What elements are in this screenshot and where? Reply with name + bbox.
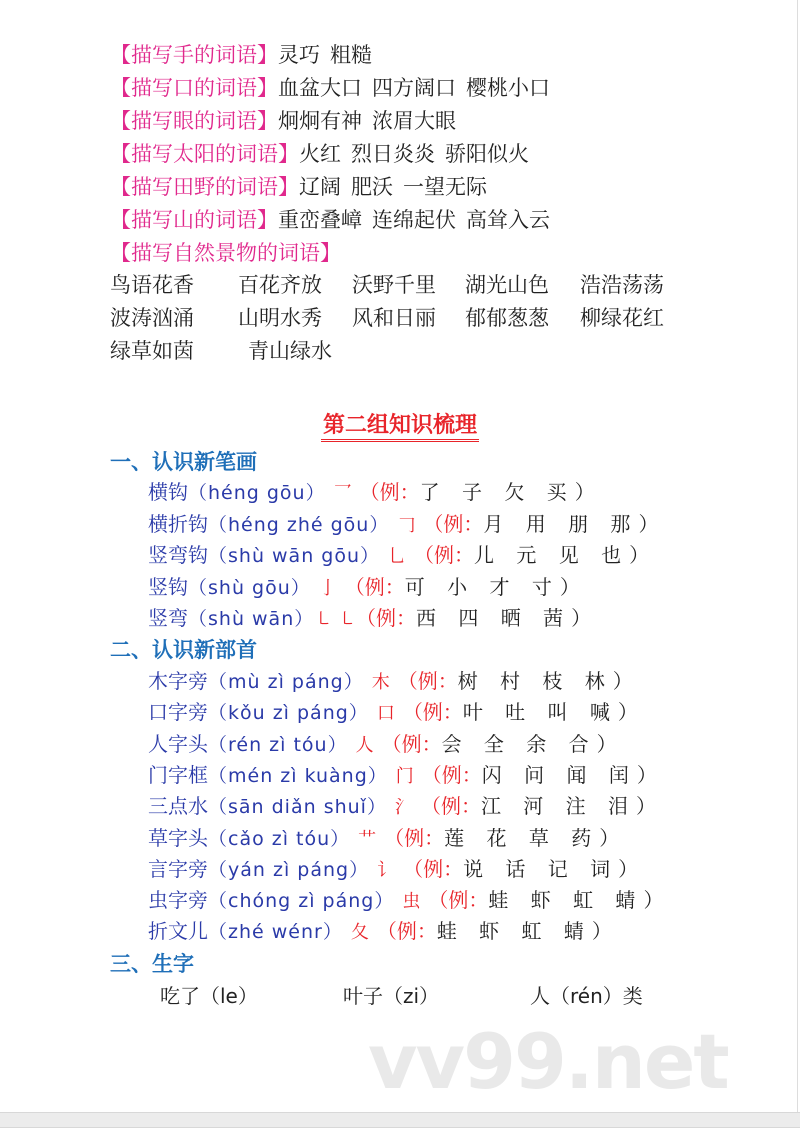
- item-pinyin: （yán zì páng）: [208, 858, 370, 881]
- radicals-item: [148, 668, 633, 696]
- vocab-word: 重峦叠嶂: [278, 208, 362, 232]
- vocab-word: 樱桃小口: [466, 76, 550, 100]
- example-label: （例：: [344, 574, 405, 599]
- nature-word: 百花齐放: [238, 273, 322, 297]
- nature-word: 波涛汹涌: [110, 306, 194, 330]
- stroke-glyph: 𠃌: [397, 514, 416, 536]
- vocab-label: 【描写太阳的词语】: [110, 142, 299, 166]
- section-title: [0, 408, 800, 439]
- example-chars: 说 话 记 词: [463, 856, 619, 881]
- example-label: （例：: [355, 606, 416, 630]
- vocab-word: 骄阳似火: [445, 142, 529, 166]
- vocab-label: 【描写自然景物的词语】: [110, 241, 341, 265]
- item-name: 竖弯钩: [148, 543, 208, 567]
- example-label: （例：: [421, 762, 482, 787]
- vocab-word: 烈日炎炎: [351, 142, 435, 166]
- close-paren: ）: [574, 480, 595, 504]
- item-pinyin: （shù gōu）: [188, 576, 311, 599]
- item-name: 竖钩: [148, 574, 188, 599]
- example-chars: 江 河 注 泪: [480, 794, 637, 819]
- new-char-item: 吃了（le）: [160, 984, 258, 1008]
- heading-radicals: 二、认识新部首: [110, 638, 257, 662]
- close-paren: ）: [599, 825, 620, 850]
- stroke-glyph: 乚: [388, 546, 407, 567]
- example-chars: 闪 问 闻 闰: [481, 762, 637, 787]
- item-name: 口字旁: [148, 700, 208, 725]
- radicals-item: [148, 731, 617, 759]
- stroke-glyph: 亅: [318, 577, 337, 599]
- vocab-row: [110, 108, 466, 134]
- nature-word: 柳绿花红: [580, 306, 664, 330]
- vocab-word: 灵巧: [278, 43, 320, 67]
- example-chars: 树 村 枝 林: [457, 669, 613, 693]
- item-pinyin: （shù wān gōu）: [208, 545, 381, 567]
- nature-word: 山明水秀: [238, 306, 322, 330]
- radicals-item: [148, 699, 638, 727]
- vocab-label: 【描写眼的词语】: [110, 109, 278, 133]
- item-pinyin: （chóng zì páng）: [208, 890, 395, 913]
- radicals-item: [148, 762, 657, 790]
- vocab-row: [110, 174, 497, 200]
- vocab-row: [110, 75, 560, 101]
- item-pinyin: （mén zì kuàng）: [208, 764, 388, 787]
- example-chars: 蛙 虾 虹 蜻: [488, 888, 644, 913]
- stroke-glyph: 门: [395, 765, 414, 787]
- vocab-row: [110, 42, 382, 68]
- example-label: （例：: [420, 794, 481, 819]
- example-chars: 了 子 欠 买: [419, 480, 575, 504]
- strokes-item: [148, 574, 580, 602]
- watermark: vv99.net: [368, 1017, 728, 1106]
- nature-word: 青山绿水: [248, 339, 332, 363]
- example-label: （例：: [376, 919, 437, 944]
- close-paren: ）: [571, 606, 592, 630]
- item-name: 虫字旁: [148, 888, 208, 913]
- stroke-glyph: 人: [355, 734, 374, 756]
- strokes-item: [148, 479, 595, 507]
- strokes-item: [148, 511, 658, 539]
- nature-word: 浩浩荡荡: [580, 273, 664, 297]
- item-pinyin: （héng zhé gōu）: [208, 513, 390, 536]
- item-pinyin: （héng gōu）: [188, 482, 326, 504]
- vocab-word: 火红: [299, 142, 341, 166]
- new-char-item: 叶子（zi）: [343, 984, 440, 1008]
- section-title-text: 第二组知识梳理: [321, 412, 479, 442]
- item-name: 草字头: [148, 825, 208, 850]
- example-chars: 西 四 晒 茜: [415, 606, 572, 630]
- example-label: （例：: [402, 700, 463, 725]
- close-paren: ）: [629, 543, 650, 567]
- item-pinyin: （mù zì páng）: [208, 671, 364, 693]
- example-label: （例：: [381, 731, 442, 756]
- radicals-item: [148, 918, 612, 946]
- new-char-item: 人（rén）类: [530, 984, 643, 1008]
- item-name: 横折钩: [148, 511, 208, 536]
- close-paren: ）: [638, 511, 659, 536]
- stroke-glyph: 艹: [358, 828, 377, 850]
- example-chars: 可 小 才 寸: [404, 574, 560, 599]
- stroke-glyph: 木: [371, 672, 390, 693]
- nature-word: 湖光山色: [465, 273, 549, 297]
- stroke-glyph: 夂: [350, 922, 369, 944]
- item-pinyin: （sān diǎn shuǐ）: [208, 796, 387, 819]
- item-name: 折文儿: [148, 919, 208, 944]
- example-label: （例：: [384, 825, 445, 850]
- close-paren: ）: [643, 888, 664, 913]
- close-paren: ）: [636, 762, 657, 787]
- item-pinyin: （rén zì tóu）: [208, 733, 348, 756]
- nature-word: 郁郁葱葱: [465, 306, 549, 330]
- vocab-row: [110, 240, 341, 266]
- vocab-label: 【描写山的词语】: [110, 208, 278, 232]
- vocab-word: 连绵起伏: [372, 208, 456, 232]
- vocab-word: 粗糙: [330, 43, 372, 67]
- example-chars: 莲 花 草 药: [444, 825, 600, 850]
- close-paren: ）: [617, 700, 638, 725]
- item-name: 门字框: [148, 762, 208, 787]
- stroke-glyph: 虫: [402, 891, 421, 913]
- close-paren: ）: [591, 919, 612, 944]
- nature-word: 绿草如茵: [110, 339, 194, 363]
- radicals-item: [148, 825, 619, 853]
- nature-word: 沃野千里: [352, 273, 436, 297]
- item-name: 竖弯: [148, 606, 188, 630]
- page-separator: [0, 1112, 800, 1128]
- vocab-word: 一望无际: [403, 175, 487, 199]
- vocab-label: 【描写口的词语】: [110, 76, 278, 100]
- stroke-glyph: 讠: [377, 859, 396, 881]
- item-pinyin: （cǎo zì tóu）: [208, 827, 351, 850]
- vocab-row: [110, 207, 560, 233]
- radicals-item: [148, 793, 656, 821]
- item-pinyin: （kǒu zì páng）: [208, 702, 369, 725]
- item-pinyin: （shù wān）: [188, 608, 315, 630]
- vocab-word: 辽阔: [299, 175, 341, 199]
- nature-word: 风和日丽: [352, 306, 436, 330]
- nature-word: 鸟语花香: [110, 273, 194, 297]
- heading-strokes: 一、认识新笔画: [110, 450, 257, 474]
- vocab-word: 浓眉大眼: [372, 109, 456, 133]
- vocab-row: [110, 141, 539, 167]
- vocab-word: 肥沃: [351, 175, 393, 199]
- example-label: （例：: [414, 543, 475, 567]
- heading-new-chars: 三、生字: [110, 952, 194, 976]
- item-name: 木字旁: [148, 669, 208, 693]
- close-paren: ）: [559, 574, 580, 599]
- item-name: 横钩: [148, 480, 188, 504]
- stroke-glyph: 乛: [333, 483, 352, 504]
- item-pinyin: （zhé wénr）: [208, 921, 343, 944]
- item-name: 人字头: [148, 731, 208, 756]
- vocab-word: 四方阔口: [372, 76, 456, 100]
- close-paren: ）: [612, 669, 633, 693]
- close-paren: ）: [636, 794, 657, 819]
- radicals-item: [148, 887, 663, 915]
- close-paren: ）: [618, 856, 639, 881]
- close-paren: ）: [596, 731, 617, 756]
- example-chars: 月 用 朋 那: [483, 511, 639, 536]
- example-chars: 儿 元 见 也: [474, 543, 630, 567]
- example-chars: 叶 吐 叫 喊: [462, 700, 618, 725]
- item-name: 言字旁: [148, 856, 208, 881]
- vocab-word: 血盆大口: [278, 76, 362, 100]
- radicals-item: [148, 856, 638, 884]
- example-chars: 会 全 余 合: [441, 731, 597, 756]
- stroke-glyph: ㇄ ㇄: [314, 609, 356, 630]
- strokes-item: [148, 542, 649, 570]
- example-chars: 蛙 虾 虹 蜻: [436, 919, 592, 944]
- vocab-word: 高耸入云: [466, 208, 550, 232]
- stroke-glyph: 氵: [394, 797, 413, 819]
- vocab-label: 【描写田野的词语】: [110, 175, 299, 199]
- vocab-label: 【描写手的词语】: [110, 43, 278, 67]
- vocab-word: 炯炯有神: [278, 109, 362, 133]
- example-label: （例：: [359, 480, 420, 504]
- example-label: （例：: [403, 856, 464, 881]
- stroke-glyph: 口: [376, 703, 395, 725]
- example-label: （例：: [397, 669, 458, 693]
- example-label: （例：: [428, 888, 489, 913]
- strokes-item: [148, 605, 591, 633]
- item-name: 三点水: [148, 794, 208, 819]
- example-label: （例：: [423, 511, 484, 536]
